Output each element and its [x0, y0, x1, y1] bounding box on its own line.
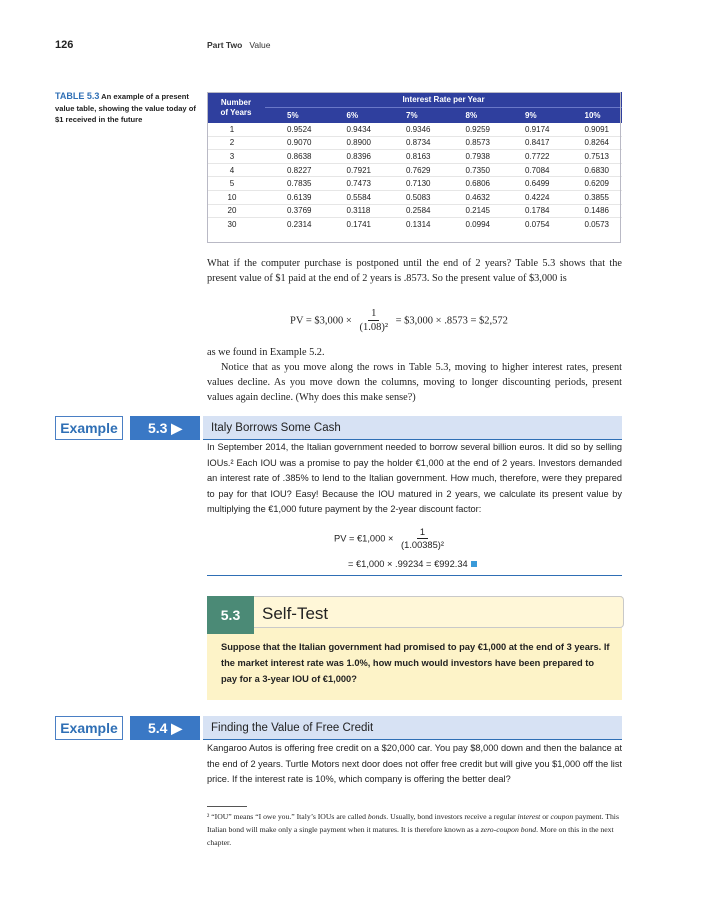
pv-factor-cell: 0.1784 [503, 204, 563, 218]
table-row [207, 123, 622, 136]
pv-factor-cell: 0.9259 [444, 123, 504, 136]
pv-factor-cell: 0.6139 [265, 190, 325, 204]
rate-header: 9% [503, 108, 563, 124]
pv-factor-cell: 0.9524 [265, 123, 325, 136]
pv-factor-cell: 0.0994 [465, 219, 490, 229]
example-label: Example [55, 716, 123, 740]
pv-factor-cell: 0.2145 [444, 204, 504, 218]
example-title-bar [203, 716, 622, 740]
pv-factor-cell: 0.1741 [346, 219, 371, 229]
rate-header: 10% [563, 108, 623, 124]
pv-factor-cell: 0.8396 [325, 150, 385, 164]
rate-header: 6% [325, 108, 385, 124]
pv-factor-cell: 0.2314 [287, 219, 312, 229]
rate-header: 5% [265, 108, 325, 124]
pv-factor-cell: 0.8227 [265, 163, 325, 177]
footnote-zero-coupon: zero-coupon bond [480, 825, 537, 834]
formula1-left: PV = $3,000 × [290, 315, 352, 327]
running-header [207, 40, 270, 50]
page-number: 126 [55, 39, 74, 51]
pv-factor-cell: 0.1486 [563, 204, 623, 218]
example-5-4-text: Kangaroo Autos is offering free credit on a $20,000 car. You pay $8,000 down and then the balance at the end of 2 years. Turtle Motors next door does not offer free credit but will give you $1,000 off the list price. If the interest rate is 10%, which company is offering the better deal? [207, 743, 622, 784]
years-cell: 10 [207, 190, 265, 204]
pv-factor-cell: 0.6499 [503, 177, 563, 191]
table-row [207, 150, 622, 164]
example-number: 5.3 ▶ [130, 416, 200, 440]
pv-factor-cell: 0.7473 [325, 177, 385, 191]
pv-factor-cell: 0.3118 [325, 204, 385, 218]
formula-pv-italy-line2 [348, 559, 477, 569]
pv-factor-cell: 0.9070 [265, 136, 325, 150]
years-cell: 30 [227, 219, 237, 229]
pv-factor-cell: 0.8900 [325, 136, 385, 150]
footnote-rule [207, 806, 247, 807]
table-caption-tag: TABLE 5.3 [55, 91, 100, 101]
pv-factor-cell: 0.7130 [384, 177, 444, 191]
example-label: Example [55, 416, 123, 440]
formula2-numerator: 1 [417, 526, 428, 539]
footnote-coupon: coupon [550, 812, 574, 821]
footnote-bonds: bonds [367, 812, 387, 821]
footnote-or: or [540, 812, 551, 821]
example-number: 5.4 ▶ [130, 716, 200, 740]
years-cell: 2 [207, 136, 265, 150]
pv-factor-cell: 0.3769 [265, 204, 325, 218]
pv-factor-cell: 0.7835 [265, 177, 325, 191]
pv-factor-cell: 0.0573 [584, 219, 609, 229]
pv-factor-cell: 0.4632 [444, 190, 504, 204]
formula1-denominator: (1.08)² [359, 322, 388, 333]
example-title: Finding the Value of Free Credit [211, 722, 374, 734]
rate-header-row [207, 108, 622, 124]
pv-factor-cell: 0.7722 [503, 150, 563, 164]
pv-factor-cell: 0.9174 [503, 123, 563, 136]
footnote-interest: interest [517, 812, 541, 821]
pv-factor-cell: 0.6209 [563, 177, 623, 191]
paragraph-intro: What if the computer purchase is postponed until the end of 2 years? Table 5.3 shows that the present value of $1 paid at the end of 2 years is .8573. So the present value of $3,000 is [207, 258, 622, 284]
table-caption [55, 91, 200, 126]
example-end-rule [207, 575, 622, 576]
formula1-right: = $3,000 × .8573 = $2,572 [395, 315, 508, 327]
pv-factor-cell: 0.0754 [525, 219, 550, 229]
pv-factor-cell: 0.8573 [444, 136, 504, 150]
footnote-part4: . More on this in the next chapter. [207, 825, 614, 847]
present-value-table [207, 92, 622, 231]
pv-factor-cell: 0.2584 [384, 204, 444, 218]
example-5-4-header [55, 716, 622, 740]
formula2-denominator: (1.00385)² [401, 540, 444, 550]
pv-factor-cell: 0.7921 [325, 163, 385, 177]
example-5-3-text: In September 2014, the Italian government needed to borrow several billion euros. It did so by selling IOUs.² Each IOU was a promise to pay the holder €1,000 at the end of 2 years. Investors demanded an interest rate of .385% to lend to the Italian government. How much, therefore, were they prepared to pay for that IOU? Easy! Because the IOU matured in 2 years, we calculate its present value by multiplying the €1,000 future payment by the 2-year discount factor: [207, 442, 622, 514]
pv-factor-cell: 0.1314 [406, 219, 431, 229]
pv-factor-cell: 0.4224 [503, 190, 563, 204]
footnote-part2: . Usually, bond investors receive a regular [386, 812, 518, 821]
pv-factor-cell: 0.7084 [503, 163, 563, 177]
paragraph-notice: Notice that as you move along the rows in Table 5.3, moving to higher interest rates, present values decline. As you move down the columns, moving to longer discounting periods, present values again decline. (Why does this make sense?) [207, 362, 622, 403]
formula2-fraction [398, 526, 447, 552]
self-test-title: Self-Test [262, 604, 329, 623]
years-cell: 20 [207, 204, 265, 218]
pv-factor-cell: 0.8163 [384, 150, 444, 164]
years-header-line2: of Years [220, 107, 252, 117]
pv-factor-cell: 0.7629 [384, 163, 444, 177]
pv-factor-cell: 0.3855 [563, 190, 623, 204]
table-row [207, 218, 622, 231]
table-body [207, 123, 622, 231]
formula1-fraction [356, 308, 391, 334]
end-of-example-icon [471, 561, 477, 567]
example-title-bar [203, 416, 622, 440]
pv-factor-cell: 0.9434 [325, 123, 385, 136]
years-cell: 1 [207, 123, 265, 136]
table-row [207, 163, 622, 177]
years-column-header [207, 92, 265, 123]
years-cell: 5 [207, 177, 265, 191]
self-test-number: 5.3 [207, 596, 254, 634]
table-row [207, 190, 622, 204]
pv-factor-cell: 0.9346 [384, 123, 444, 136]
running-header-section: Value [249, 40, 271, 50]
pv-factor-cell: 0.8734 [384, 136, 444, 150]
interest-rate-group-header: Interest Rate per Year [265, 92, 622, 108]
table-caption-text: An example of a present value table, showing the value today of $1 received in the future [55, 92, 196, 124]
footnote-part3: payment. This Italian bond will make only a single payment when it matures. It is therefore known as a [207, 812, 619, 834]
pv-factor-cell: 0.8417 [503, 136, 563, 150]
footnote-part1: ² “IOU” means “I owe you.” Italy’s IOUs are called [207, 812, 368, 821]
pv-factor-cell: 0.9091 [563, 123, 623, 136]
pv-factor-cell: 0.8638 [265, 150, 325, 164]
pv-factor-cell: 0.6806 [444, 177, 504, 191]
formula1-numerator: 1 [368, 308, 379, 321]
table-row [207, 177, 622, 191]
formula2-result: = €1,000 × .99234 = €992.34 [348, 559, 468, 569]
formula-pv-italy [334, 526, 449, 552]
formula-pv-computer [290, 308, 508, 334]
pv-factor-cell: 0.7938 [444, 150, 504, 164]
pv-factor-cell: 0.8264 [563, 136, 623, 150]
rate-header: 8% [444, 108, 504, 124]
years-cell: 3 [207, 150, 265, 164]
running-header-part: Part Two [207, 40, 243, 50]
formula2-left: PV = €1,000 × [334, 533, 394, 544]
years-header-line1: Number [220, 97, 252, 107]
table-row [207, 204, 622, 218]
pv-factor-cell: 0.5083 [384, 190, 444, 204]
example-title: Italy Borrows Some Cash [211, 422, 341, 434]
self-test-question: Suppose that the Italian government had promised to pay €1,000 at the end of 3 years. If the market interest rate was 1.0%, how much would investors have been prepared to pay for a 3-year IOU of €1,000? [221, 642, 610, 684]
footnote [207, 810, 622, 849]
table-row [207, 136, 622, 150]
pv-factor-cell: 0.5584 [325, 190, 385, 204]
pv-factor-cell: 0.6830 [563, 163, 623, 177]
paragraph-example-ref: as we found in Example 5.2. [207, 347, 325, 358]
years-cell: 4 [207, 163, 265, 177]
example-5-3-header [55, 416, 622, 440]
pv-factor-cell: 0.7513 [563, 150, 623, 164]
pv-factor-cell: 0.7350 [444, 163, 504, 177]
rate-header: 7% [384, 108, 444, 124]
